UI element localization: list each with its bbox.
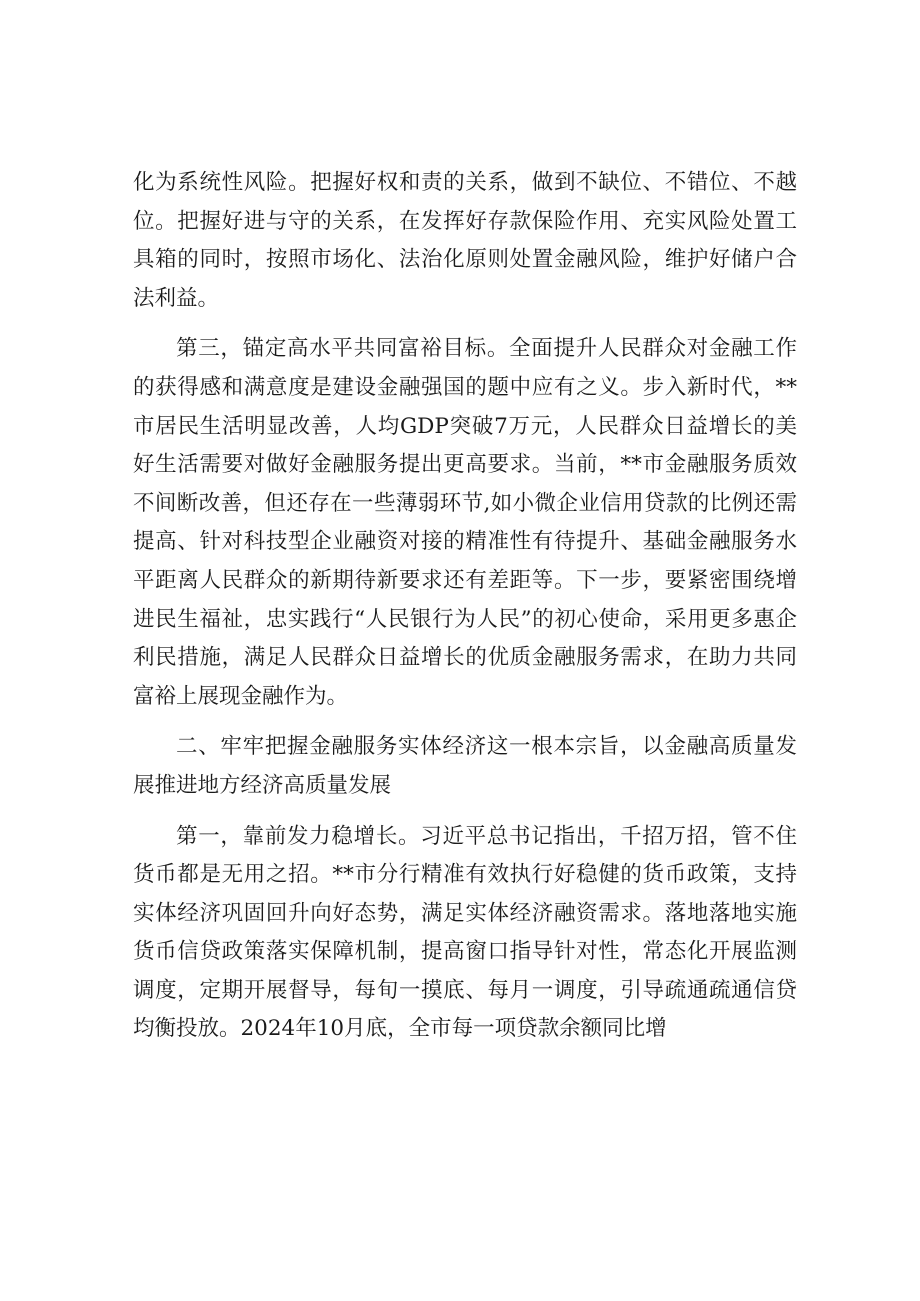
paragraph-common-prosperity: 第三，锚定高水平共同富裕目标。全面提升人民群众对金融工作的获得感和满意度是建设金融强国的题中应有之义。步入新时代，**市居民生活明显改善，人均GDP突破7万元，人民群众日益增长的美好生活需要对做好金融服务提出更高要求。当前，**市金融服务质效不间断改善，但还存在一些薄弱环节,如小微企业信用贷款的比例还需提高、针对科技型企业融资对接的精准性有待提升、基础金融服务水平距离人民群众的新期待新要求还有差距等。下一步，要紧密围绕增进民生福祉，忠实践行“人民银行为人民”的初心使命，采用更多惠企利民措施，满足人民群众日益增长的优质金融服务需求，在助力共同富裕上展现金融作为。: [133, 336, 797, 709]
section-heading-two: 二、牢牢把握金融服务实体经济这一根本宗旨，以金融高质量发展推进地方经济高质量发展: [133, 734, 797, 798]
paragraph-risk-continuation: 化为系统性风险。把握好权和责的关系，做到不缺位、不错位、不越位。把握好进与守的关系，在发挥好存款保险作用、充实风险处置工具箱的同时，按照市场化、法治化原则处置金融风险，维护好储户合法利益。: [133, 170, 797, 311]
document-body: [133, 164, 797, 1061]
paragraph-stable-growth: 第一，靠前发力稳增长。习近平总书记指出，千招万招，管不住货币都是无用之招。**市分行精准有效执行好稳健的货币政策，支持实体经济巩固回升向好态势，满足实体经济融资需求。落地落地实施货币信贷政策落实保障机制，提高窗口指导针对性，常态化开展监测调度，定期开展督导，每旬一摸底、每月一调度，引导疏通疏通信贷均衡投放。2024年10月底，全市每一项贷款余额同比增: [133, 823, 797, 1042]
